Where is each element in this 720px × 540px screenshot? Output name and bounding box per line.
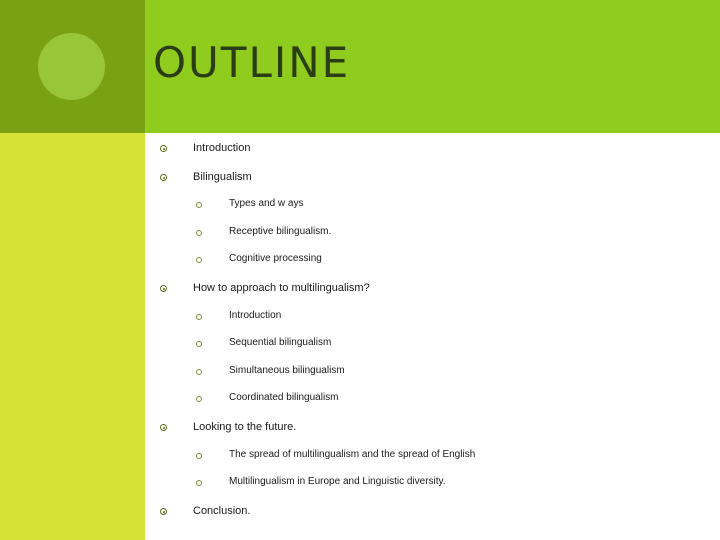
outline-subitem: Introduction — [229, 310, 282, 321]
bullet-icon — [160, 285, 167, 292]
outline-subitem: Types and w ays — [229, 198, 304, 209]
bullet-icon — [160, 508, 167, 515]
outline-item: How to approach to multilingualism? — [193, 282, 370, 294]
sub-bullet-icon — [196, 453, 202, 459]
outline-subitem: The spread of multilingualism and the spread of English — [229, 449, 476, 460]
outline-item: Bilingualism — [193, 171, 252, 183]
bullet-icon — [160, 424, 167, 431]
outline-item: Introduction — [193, 142, 251, 154]
sub-bullet-icon — [196, 480, 202, 486]
outline-subitem: Receptive bilingualism. — [229, 226, 332, 237]
slide-title: OUTLINE — [153, 38, 351, 87]
outline-subitem: Coordinated bilingualism — [229, 392, 339, 403]
sub-bullet-icon — [196, 369, 202, 375]
bullet-icon — [160, 145, 167, 152]
outline-subitem: Multilingualism in Europe and Linguistic diversity. — [229, 476, 446, 487]
sub-bullet-icon — [196, 202, 202, 208]
outline-item: Looking to the future. — [193, 421, 297, 433]
left-band-bottom — [0, 133, 145, 540]
sub-bullet-icon — [196, 230, 202, 236]
decorative-circle — [38, 33, 105, 100]
outline-subitem: Simultaneous bilingualism — [229, 365, 345, 376]
outline-subitem: Sequential bilingualism — [229, 337, 332, 348]
sub-bullet-icon — [196, 314, 202, 320]
bullet-icon — [160, 174, 167, 181]
sub-bullet-icon — [196, 257, 202, 263]
sub-bullet-icon — [196, 341, 202, 347]
outline-item: Conclusion. — [193, 505, 251, 517]
outline-subitem: Cognitive processing — [229, 253, 322, 264]
sub-bullet-icon — [196, 396, 202, 402]
